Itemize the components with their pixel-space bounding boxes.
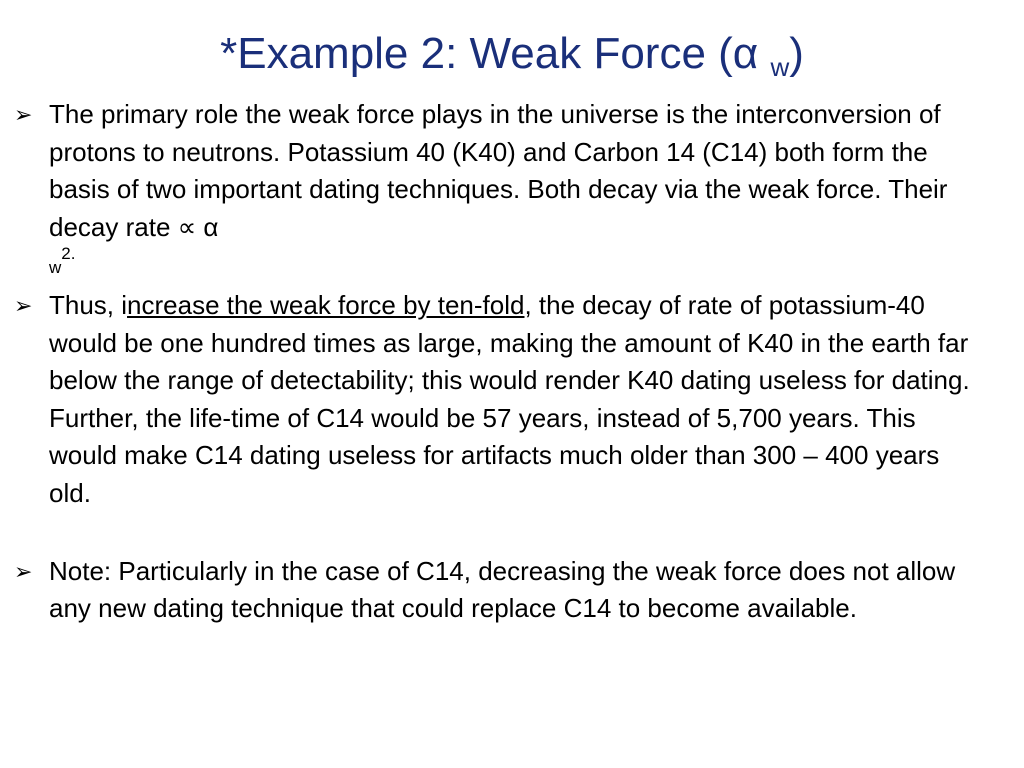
arrow-bullet-icon: ➢	[14, 558, 33, 584]
bullet-text-start: Thus, i	[49, 289, 128, 320]
slide-title	[0, 28, 1024, 80]
bullet-item	[14, 287, 974, 513]
bullet-item	[14, 553, 974, 628]
bullet-text: Note: Particularly in the case of C14, decreasing the weak force does not allow any new dating technique that could replace C14 to become available.	[49, 555, 956, 624]
bullet-superscript: 2.	[61, 244, 76, 264]
slide-title-subscript: w	[770, 52, 790, 82]
bullet-item	[14, 96, 974, 287]
arrow-bullet-icon: ➢	[14, 292, 33, 318]
bullet-text: The primary role the weak force plays in the universe is the interconversion of protons to neutrons. Potassium 40 (K40) and Carbon 14 (C14) both form the basis of two important dating techniques. Both decay via the weak force. Their decay rate ∝ α	[49, 99, 948, 242]
bullet-text-end: , the decay of rate of potassium-40 would be one hundred times as large, making the amount of K40 in the earth far below the range of detectability; this would render K40 dating useless for dating. Further, the life-time of C14 would be 57 years, instead of 5,700 years. This would make C14 dating useless for artifacts much older than 300 – 400 years old.	[49, 289, 970, 508]
slide-title-close: )	[789, 29, 804, 78]
slide-title-text: *Example 2: Weak Force (α	[220, 29, 759, 78]
bullet-text-underlined: ncrease the weak force by ten-fold	[127, 289, 525, 320]
arrow-bullet-icon: ➢	[14, 102, 33, 127]
bullet-subscript: w	[49, 258, 62, 278]
bullet-list	[14, 96, 974, 628]
